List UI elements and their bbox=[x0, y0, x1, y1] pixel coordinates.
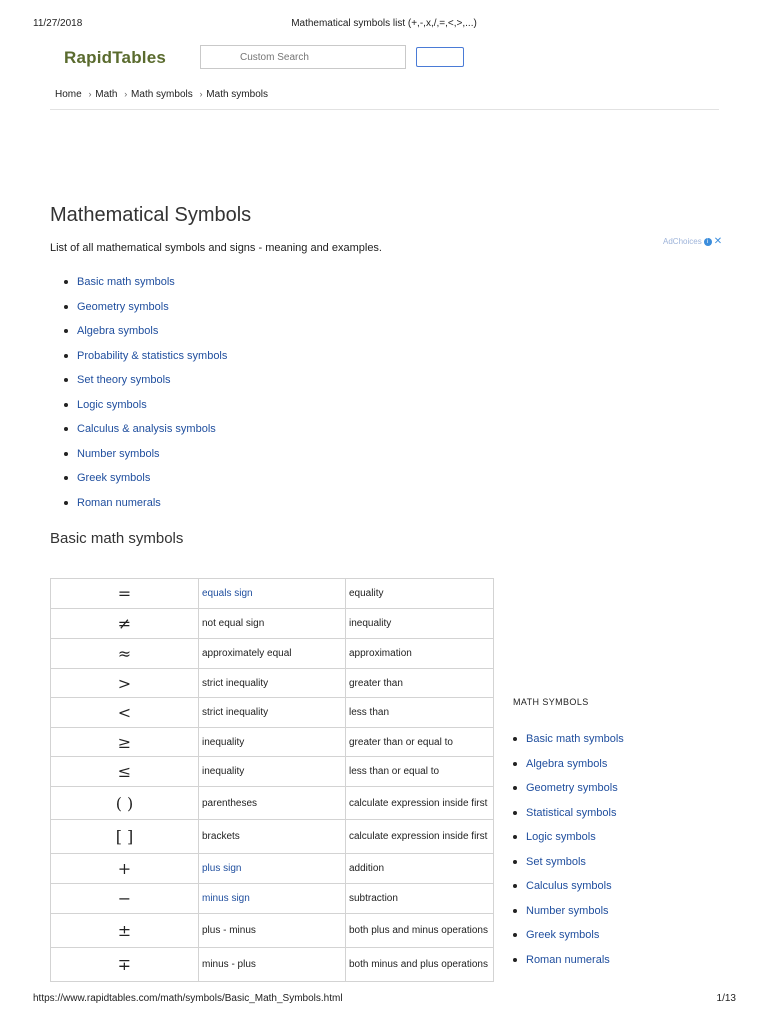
sidebar-item bbox=[513, 850, 624, 875]
symbol-name-link[interactable]: minus sign bbox=[202, 893, 250, 904]
meaning-cell: less than or equal to bbox=[346, 757, 494, 787]
bullet-icon bbox=[513, 909, 517, 913]
symbol-cell: ∓ bbox=[51, 948, 199, 982]
bullet-icon bbox=[64, 403, 68, 407]
symbol-cell: + bbox=[51, 854, 199, 884]
site-logo[interactable]: RapidTables bbox=[64, 48, 167, 67]
meaning-cell: less than bbox=[346, 698, 494, 728]
print-page-number: 1/13 bbox=[716, 993, 736, 1004]
symbol-name-link[interactable]: plus sign bbox=[202, 863, 242, 874]
bullet-icon bbox=[513, 762, 517, 766]
bullet-icon bbox=[513, 958, 517, 962]
bullet-icon bbox=[64, 354, 68, 358]
list-item bbox=[64, 344, 227, 369]
toc-link-greek[interactable]: Greek symbols bbox=[77, 472, 151, 485]
print-url: https://www.rapidtables.com/math/symbols/Basic_Math_Symbols.html bbox=[33, 993, 343, 1004]
toc-link-calculus[interactable]: Calculus & analysis symbols bbox=[77, 423, 216, 436]
breadcrumb-current[interactable]: Math symbols bbox=[206, 89, 268, 100]
symbol-cell: ≠ bbox=[51, 609, 199, 639]
sidebar-item bbox=[513, 899, 624, 924]
table-row bbox=[51, 914, 494, 948]
sidebar-item bbox=[513, 801, 624, 826]
table-row bbox=[51, 854, 494, 884]
list-item bbox=[64, 393, 227, 418]
table-row bbox=[51, 639, 494, 669]
bullet-icon bbox=[513, 835, 517, 839]
meaning-cell: greater than bbox=[346, 669, 494, 698]
name-cell: strict inequality bbox=[199, 698, 346, 728]
name-cell bbox=[199, 884, 346, 914]
symbol-cell: [ ] bbox=[51, 820, 199, 854]
meaning-cell: addition bbox=[346, 854, 494, 884]
toc-link-roman[interactable]: Roman numerals bbox=[77, 496, 161, 509]
sidebar-link-logic[interactable]: Logic symbols bbox=[526, 831, 596, 844]
list-item bbox=[64, 466, 227, 491]
bullet-icon bbox=[64, 378, 68, 382]
toc-link-geometry[interactable]: Geometry symbols bbox=[77, 300, 169, 313]
search-button[interactable] bbox=[416, 47, 464, 67]
list-item bbox=[64, 295, 227, 320]
list-item bbox=[64, 417, 227, 442]
sidebar-link-algebra[interactable]: Algebra symbols bbox=[526, 757, 608, 770]
bullet-icon bbox=[64, 329, 68, 333]
bullet-icon bbox=[513, 786, 517, 790]
table-row bbox=[51, 669, 494, 698]
table-row bbox=[51, 787, 494, 820]
name-cell: parentheses bbox=[199, 787, 346, 820]
table-row bbox=[51, 728, 494, 757]
name-cell: strict inequality bbox=[199, 669, 346, 698]
sidebar-item bbox=[513, 727, 624, 752]
sidebar-nav bbox=[513, 727, 624, 972]
sidebar-link-set[interactable]: Set symbols bbox=[526, 855, 586, 868]
name-cell: minus - plus bbox=[199, 948, 346, 982]
symbol-cell: − bbox=[51, 884, 199, 914]
toc-link-set-theory[interactable]: Set theory symbols bbox=[77, 374, 171, 387]
breadcrumb bbox=[55, 89, 268, 100]
toc-link-probability[interactable]: Probability & statistics symbols bbox=[77, 349, 228, 362]
toc-link-algebra[interactable]: Algebra symbols bbox=[77, 325, 159, 338]
toc-link-logic[interactable]: Logic symbols bbox=[77, 398, 147, 411]
table-row bbox=[51, 884, 494, 914]
intro-text: List of all mathematical symbols and signs - meaning and examples. bbox=[50, 242, 382, 254]
chevron-right-icon: › bbox=[88, 89, 92, 99]
sidebar-item bbox=[513, 874, 624, 899]
bullet-icon bbox=[64, 452, 68, 456]
breadcrumb-math-symbols[interactable]: Math symbols bbox=[131, 89, 193, 100]
meaning-cell: approximation bbox=[346, 639, 494, 669]
name-cell bbox=[199, 854, 346, 884]
header-divider bbox=[50, 109, 719, 110]
sidebar-item bbox=[513, 752, 624, 777]
bullet-icon bbox=[64, 501, 68, 505]
sidebar-item bbox=[513, 923, 624, 948]
info-icon: i bbox=[704, 238, 712, 246]
print-page-title: Mathematical symbols list (+,-,x,/,=,<,>,...) bbox=[291, 18, 477, 29]
bullet-icon bbox=[513, 811, 517, 815]
symbol-cell: > bbox=[51, 669, 199, 698]
sidebar-heading: MATH SYMBOLS bbox=[513, 697, 589, 707]
symbol-cell: ≈ bbox=[51, 639, 199, 669]
meaning-cell: calculate expression inside first bbox=[346, 820, 494, 854]
table-row bbox=[51, 579, 494, 609]
sidebar-link-basic[interactable]: Basic math symbols bbox=[526, 733, 624, 746]
meaning-cell: both plus and minus operations bbox=[346, 914, 494, 948]
table-row bbox=[51, 698, 494, 728]
sidebar-link-geometry[interactable]: Geometry symbols bbox=[526, 782, 618, 795]
sidebar-link-calculus[interactable]: Calculus symbols bbox=[526, 880, 612, 893]
adchoices-badge[interactable] bbox=[663, 236, 722, 247]
section-title: Basic math symbols bbox=[50, 530, 184, 547]
meaning-cell: calculate expression inside first bbox=[346, 787, 494, 820]
search-input[interactable] bbox=[201, 46, 430, 68]
symbol-cell: ( ) bbox=[51, 787, 199, 820]
symbol-cell: = bbox=[51, 579, 199, 609]
table-row bbox=[51, 820, 494, 854]
list-item bbox=[64, 319, 227, 344]
name-cell: brackets bbox=[199, 820, 346, 854]
breadcrumb-home[interactable]: Home bbox=[55, 89, 82, 100]
list-item bbox=[64, 491, 227, 516]
symbol-table bbox=[50, 578, 494, 982]
name-cell: inequality bbox=[199, 757, 346, 787]
bullet-icon bbox=[64, 476, 68, 480]
symbol-category-list bbox=[64, 270, 227, 515]
bullet-icon bbox=[513, 933, 517, 937]
toc-link-basic[interactable]: Basic math symbols bbox=[77, 276, 175, 289]
chevron-right-icon: › bbox=[124, 89, 128, 99]
symbol-cell: ≤ bbox=[51, 757, 199, 787]
close-icon[interactable]: ✕ bbox=[713, 236, 723, 247]
sidebar-item bbox=[513, 948, 624, 973]
name-cell: approximately equal bbox=[199, 639, 346, 669]
list-item bbox=[64, 442, 227, 467]
meaning-cell: greater than or equal to bbox=[346, 728, 494, 757]
print-date: 11/27/2018 bbox=[33, 18, 83, 29]
bullet-icon bbox=[64, 280, 68, 284]
table-row bbox=[51, 609, 494, 639]
chevron-right-icon: › bbox=[199, 89, 203, 99]
sidebar-link-roman[interactable]: Roman numerals bbox=[526, 953, 610, 966]
meaning-cell: equality bbox=[346, 579, 494, 609]
meaning-cell: both minus and plus operations bbox=[346, 948, 494, 982]
bullet-icon bbox=[513, 860, 517, 864]
symbol-name-link[interactable]: equals sign bbox=[202, 588, 253, 599]
search-box bbox=[200, 45, 406, 69]
sidebar-link-statistical[interactable]: Statistical symbols bbox=[526, 806, 617, 819]
name-cell bbox=[199, 579, 346, 609]
sidebar-item bbox=[513, 825, 624, 850]
bullet-icon bbox=[64, 427, 68, 431]
list-item bbox=[64, 270, 227, 295]
name-cell: inequality bbox=[199, 728, 346, 757]
name-cell: not equal sign bbox=[199, 609, 346, 639]
sidebar-link-greek[interactable]: Greek symbols bbox=[526, 929, 600, 942]
bullet-icon bbox=[513, 737, 517, 741]
sidebar-item bbox=[513, 776, 624, 801]
meaning-cell: inequality bbox=[346, 609, 494, 639]
table-row bbox=[51, 948, 494, 982]
bullet-icon bbox=[513, 884, 517, 888]
table-row bbox=[51, 757, 494, 787]
bullet-icon bbox=[64, 305, 68, 309]
symbol-cell: ± bbox=[51, 914, 199, 948]
toc-link-number[interactable]: Number symbols bbox=[77, 447, 160, 460]
symbol-cell: ≥ bbox=[51, 728, 199, 757]
sidebar-link-number[interactable]: Number symbols bbox=[526, 904, 609, 917]
adchoices-label: AdChoices bbox=[663, 237, 702, 246]
name-cell: plus - minus bbox=[199, 914, 346, 948]
page-title: Mathematical Symbols bbox=[50, 204, 252, 226]
breadcrumb-math[interactable]: Math bbox=[95, 89, 118, 100]
meaning-cell: subtraction bbox=[346, 884, 494, 914]
list-item bbox=[64, 368, 227, 393]
symbol-cell: < bbox=[51, 698, 199, 728]
